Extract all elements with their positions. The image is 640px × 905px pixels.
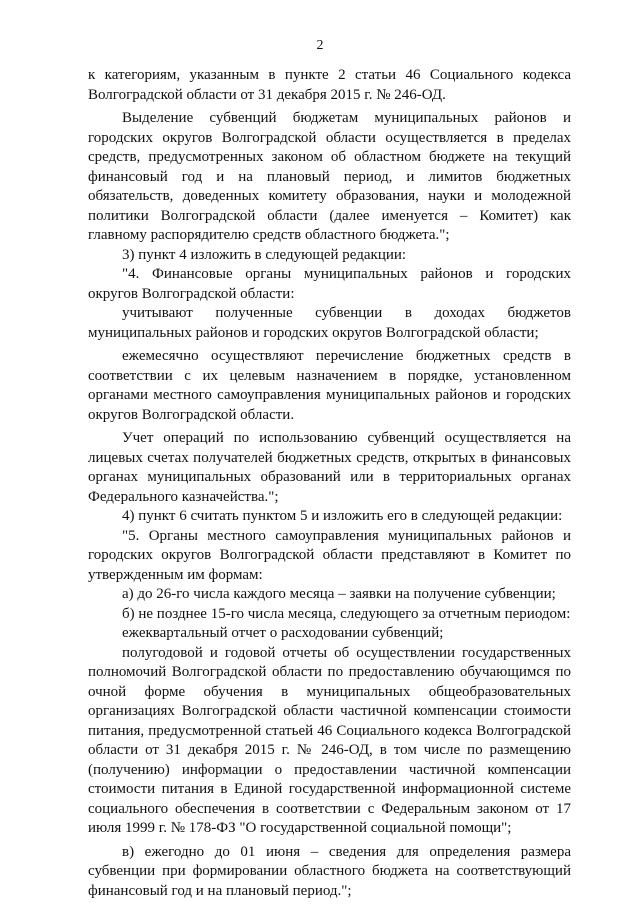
paragraph-amendment-point-3: 3) пункт 4 изложить в следующей редакции:	[122, 246, 407, 263]
paragraph-operations-accounting: Учет операций по использованию субвенций осуществляется на лицевых счетах получателей бюджетных средств, открытых в финансовых органах муниципальных образований или в территориальных органах Федерального казначейства.";	[88, 430, 571, 505]
paragraph-clause-4-transfer: ежемесячно осуществляют перечисление бюджетных средств в соответствии с их целевым назначением в порядке, установленном органами местного самоуправления муниципальных районов и городских округов Волгоградской области.	[88, 348, 571, 423]
paragraph-clause-4-heading: "4. Финансовые органы муниципальных районов и городских округов Волгоградской области:	[88, 266, 571, 302]
paragraph-clause-5-heading: "5. Органы местного самоуправления муниципальных районов и городских округов Волгоградской области представляют в Комитет по утвержденным им формам:	[88, 527, 571, 583]
paragraph-clause-5-item-a: а) до 26-го числа каждого месяца – заявки на получение субвенции;	[122, 586, 556, 602]
paragraph-clause-4-revenue: учитывают полученные субвенции в доходах бюджетов муниципальных районов и городских округов Волгоградской области;	[88, 305, 571, 341]
document-body	[88, 66, 571, 901]
paragraph-clause-5-item-c: в) ежегодно до 01 июня – сведения для определения размера субвенции при формировании областного бюджета на соответствующий финансовый год и на плановый период.";	[88, 843, 571, 899]
paragraph-continuation: к категориям, указанным в пункте 2 статьи 46 Социального кодекса Волгоградской области от 31 декабря 2015 г. № 246-ОД.	[88, 67, 571, 103]
paragraph-amendment-point-4: 4) пункт 6 считать пунктом 5 и изложить его в следующей редакции:	[122, 508, 563, 524]
paragraph-subvention-allocation: Выделение субвенций бюджетам муниципальных районов и городских округов Волгоградской области осуществляется в пределах средств, предусмотренных законом об областном бюджете на текущий финансовый год и на плановый период, и лимитов бюджетных обязательств, доведенных комитету образования, науки и молодежной политики Волгоградской области (далее именуется – Комитет) как главному распорядителю средств областного бюджета.";	[88, 110, 571, 243]
page-number: 2	[316, 38, 324, 53]
paragraph-semiannual-annual-reports: полугодовой и годовой отчеты об осуществлении государственных полномочий Волгоградской области по предоставлению обучающимся по очной форме обучения в муниципальных общеобразовательных организациях Волгоградской области частичной компенсации стоимости питания, предусмотренной статьей 46 Социального кодекса Волгоградской области от 31 декабря 2015 г. № 246-ОД, в том числе по размещению (получению) информации о предоставлении частичной компенсации стоимости питания в Единой государственной информационной системе социального обеспечения в соответствии с Федеральным законом от 17 июля 1999 г. № 178-ФЗ "О государственной социальной помощи";	[88, 644, 571, 836]
paragraph-clause-5-item-b: б) не позднее 15-го числа месяца, следующего за отчетным периодом:	[122, 605, 571, 622]
paragraph-quarterly-report: ежеквартальный отчет о расходовании субвенций;	[122, 625, 444, 641]
